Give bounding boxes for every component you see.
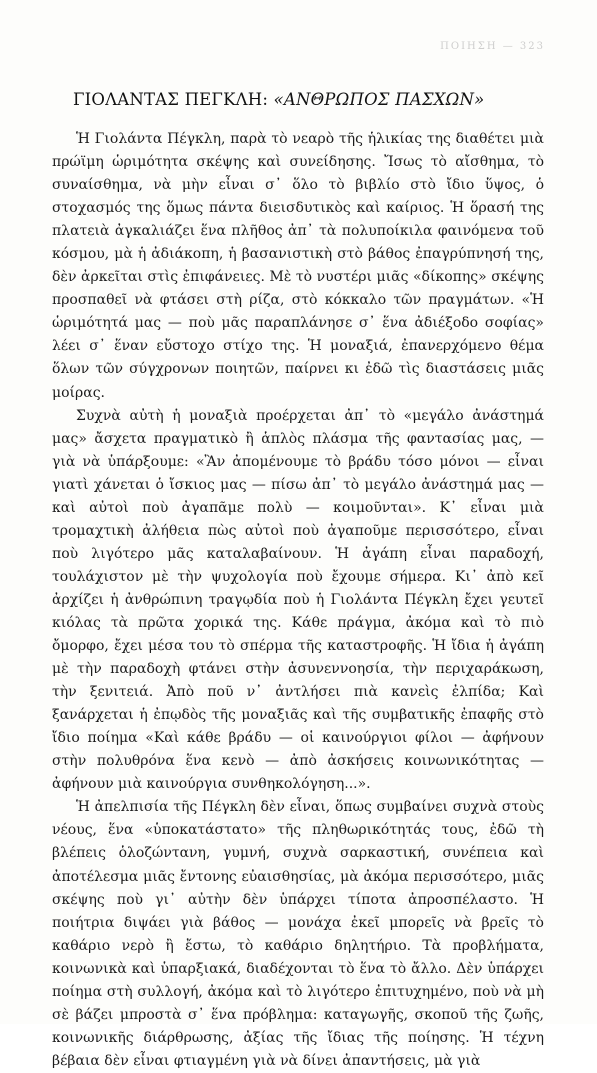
title-author: ΓΙΟΛΑΝΤΑΣ ΠΕΓΚΛΗ (73, 90, 263, 109)
title-work: «ΑΝΘΡΩΠΟΣ ΠΑΣΧΩΝ» (273, 90, 485, 109)
paragraph-3: Ἡ ἀπελπισία τῆς Πέγκλη δὲν εἶναι, ὅπως συμβαίνει συχνὰ στοὺς νέους, ἕνα «ὑποκατάστατο» τῆς πληθωρικότητάς τους, ἐδῶ τὴ βλέπεις ὁλοζώντανη, γυμνή, συχνὰ σαρκαστική, συνέπεια καὶ ἀποτέλεσμα μιᾶς ἔντονης εὐαισθησίας, μὰ ἀκόμα περισσότερο, μιᾶς σκέψης ποὺ γι᾿ αὐτὴν δὲν ὑπάρχει τίποτα ἀπροσπέλαστο. Ἡ ποιήτρια διψάει γιὰ βάθος — μονάχα ἐκεῖ μπορεῖς νὰ βρεῖς τὸ καθάριο νερὸ ἢ ἔστω, τὸ καθάριο δηλητήριο. Τὰ προβλήματα, κοινωνικὰ καὶ ὑπαρξιακά, διαδέχονται τὸ ἕνα τὸ ἄλλο. Δὲν ὑπάρχει ποίημα στὴ συλλογή, ἀκόμα καὶ τὸ λιγότερο ἐπιτυχημένο, ποὺ νὰ μὴ σὲ βάζει μπροστὰ σ᾿ ἕνα πρόβλημα: καταγωγῆς, σκοποῦ τῆς ζωῆς, κοινωνικῆς διάρθρωσης, ἀξίας τῆς ἴδιας τῆς ποίησης. Ἡ τέχνη βέβαια δὲν εἶναι φτιαγμένη γιὰ νὰ δίνει ἀπαντήσεις, μὰ γιὰ (52, 799, 544, 1069)
article-body (52, 128, 544, 1073)
title-separator: : (262, 90, 274, 109)
paragraph-1: Ἡ Γιολάντα Πέγκλη, παρὰ τὸ νεαρὸ τῆς ἡλικίας της διαθέτει μιὰ πρώϊμη ὡριμότητα σκέψης καὶ συνείδησης. Ἴσως τὸ αἴσθημα, τὸ συναίσθημα, νὰ μὴν εἶναι σ᾿ ὅλο τὸ βιβλίο στὸ ἴδιο ὕψος, ὁ στοχασμός της ὅμως πάντα διεισδυτικὸς καὶ καίριος. Ἡ ὅρασή της πλατειὰ ἀγκαλιάζει ἕνα πλῆθος ἀπ᾿ τὰ πολυποίκιλα φαινόμενα τοῦ κόσμου, μὰ ἡ ἀδιάκοπη, ἡ βασανιστικὴ στὸ βάθος ἐπαγρύπνησή της, δὲν ἀρκεῖται στὶς ἐπιφάνειες. Μὲ τὸ νυστέρι μιᾶς «δίκοπης» σκέψης προσπαθεῖ νὰ φτάσει στὴ ρίζα, στὸ κόκκαλο τῶν πραγμάτων. «Ἡ ὡριμότητά μας — ποὺ μᾶς παραπλάνησε σ᾿ ἕνα ἀδιέξοδο σοφίας» λέει σ᾿ ἕναν εὔστοχο στίχο της. Ἡ μοναξιά, ἐπανερχόμενο θέμα ὅλων τῶν σύγχρονων ποιητῶν, παίρνει κι ἐδῶ τὶς διαστάσεις μιᾶς μοίρας. (52, 131, 544, 401)
paragraph-2: Συχνὰ αὐτὴ ἡ μοναξιὰ προέρχεται ἀπ᾿ τὸ «μεγάλο ἀνάστημά μας» ἄσχετα πραγματικὸ ἢ ἁπλὸς πλάσμα τῆς φαντασίας μας, — γιὰ νὰ ὑπάρξουμε: «Ἂν ἀπομένουμε τὸ βράδυ τόσο μόνοι — εἶναι γιατὶ χάνεται ὁ ἴσκιος μας — πίσω ἀπ᾿ τὸ μεγάλο ἀνάστημά μας — καὶ αὐτοὶ ποὺ ἀγαπᾶμε πολὺ — κοιμοῦνται». Κ᾿ εἶναι μιὰ τρομαχτικὴ ἀλήθεια πὼς αὐτοὶ ποὺ ἀγαποῦμε περισσότερο, εἶναι ποὺ λιγότερο μᾶς καταλαβαίνουν. Ἡ ἀγάπη εἶναι παραδοχή, τουλάχιστον μὲ τὴν ψυχολογία ποὺ ἔχουμε σήμερα. Κι᾿ ἀπὸ κεῖ ἀρχίζει ἡ ἀνθρώπινη τραγῳδία ποὺ ἡ Γιολάντα Πέγκλη ἔχει γευτεῖ κιόλας τὰ πρῶτα χορικά της. Κάθε πράγμα, ἀκόμα καὶ τὸ πιὸ ὄμορφο, ἔχει μέσα του τὸ σπέρμα τῆς καταστροφῆς. Ἡ ἴδια ἡ ἀγάπη μὲ τὴν παραδοχὴ φτάνει στὴν ἀσυνεννοησία, τὴν περιχαράκωση, τὴν ξενιτειά. Ἀπὸ ποῦ ν᾿ ἀντλήσει πιὰ κανεὶς ἐλπίδα; Καὶ ξανάρχεται ἡ ἐπῳδὸς τῆς μοναξιᾶς καὶ τῆς συμβατικῆς ἐπαφῆς στὸ ἴδιο ποίημα «Καὶ κάθε βράδυ — οἱ καινούργιοι φίλοι — ἀφήνουν στὴν πολυθρόνα ἕνα κενὸ — ἀπὸ ἀσκήσεις κοινωνικότητας — ἀφήνουν μιὰ καινούργια συνθηκολόγηση...». (52, 407, 544, 793)
running-head: ΠΟΙΗΣΗ — 323 (440, 41, 545, 52)
article-title (73, 90, 484, 109)
